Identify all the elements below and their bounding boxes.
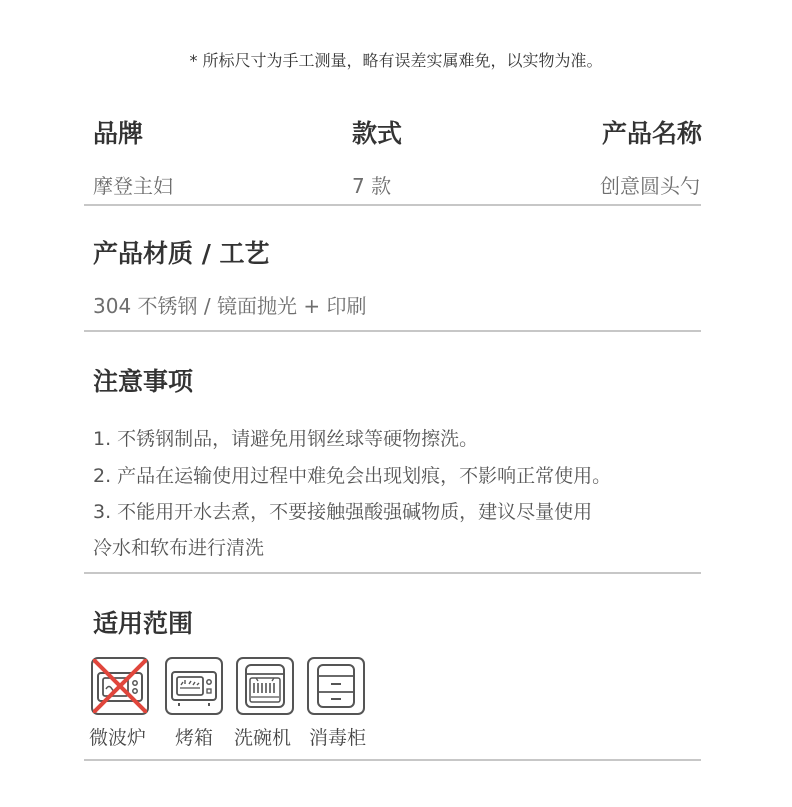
usage-label: 微波炉 [89, 727, 147, 749]
usage-item-oven [165, 657, 227, 749]
oven-icon [165, 657, 223, 715]
material-title: 产品材质 / 工艺 [93, 239, 270, 268]
forbidden-cross-icon [93, 659, 147, 713]
microwave-icon [91, 657, 149, 715]
usage-item-dishwasher [234, 657, 298, 749]
sterilizer-cabinet-icon [307, 657, 365, 715]
product-name-label: 产品名称 [601, 119, 702, 148]
brand-label: 品牌 [93, 119, 144, 148]
usage-label: 消毒柜 [309, 727, 367, 749]
usage-item-microwave [89, 657, 153, 749]
divider [84, 759, 701, 761]
caution-line: 3. 不能用开水去煮，不要接触强酸强碱物质，建议尽量使用 [93, 501, 593, 523]
product-name-value: 创意圆头勺 [600, 174, 700, 198]
caution-line: 1. 不锈钢制品，请避免用钢丝球等硬物擦洗。 [93, 428, 479, 450]
usage-item-sterilizer [307, 657, 369, 749]
cautions-title: 注意事项 [93, 367, 194, 396]
style-label: 款式 [352, 119, 403, 148]
usage-icons [91, 657, 381, 752]
material-value: 304 不锈钢 / 镜面抛光 + 印刷 [93, 294, 367, 318]
usage-label: 洗碗机 [234, 727, 292, 749]
caution-line: 冷水和软布进行清洗 [93, 537, 265, 559]
divider [84, 330, 701, 332]
divider [84, 572, 701, 574]
style-value: 7 款 [352, 174, 392, 198]
dishwasher-icon [236, 657, 294, 715]
brand-value: 摩登主妇 [93, 174, 173, 198]
divider [84, 204, 701, 206]
caution-line: 2. 产品在运输使用过程中难免会出现划痕，不影响正常使用。 [93, 465, 612, 487]
usage-title: 适用范围 [93, 609, 194, 638]
measurement-note: * 所标尺寸为手工测量，略有误差实属难免，以实物为准。 [189, 51, 603, 70]
usage-label: 烤箱 [175, 727, 214, 749]
